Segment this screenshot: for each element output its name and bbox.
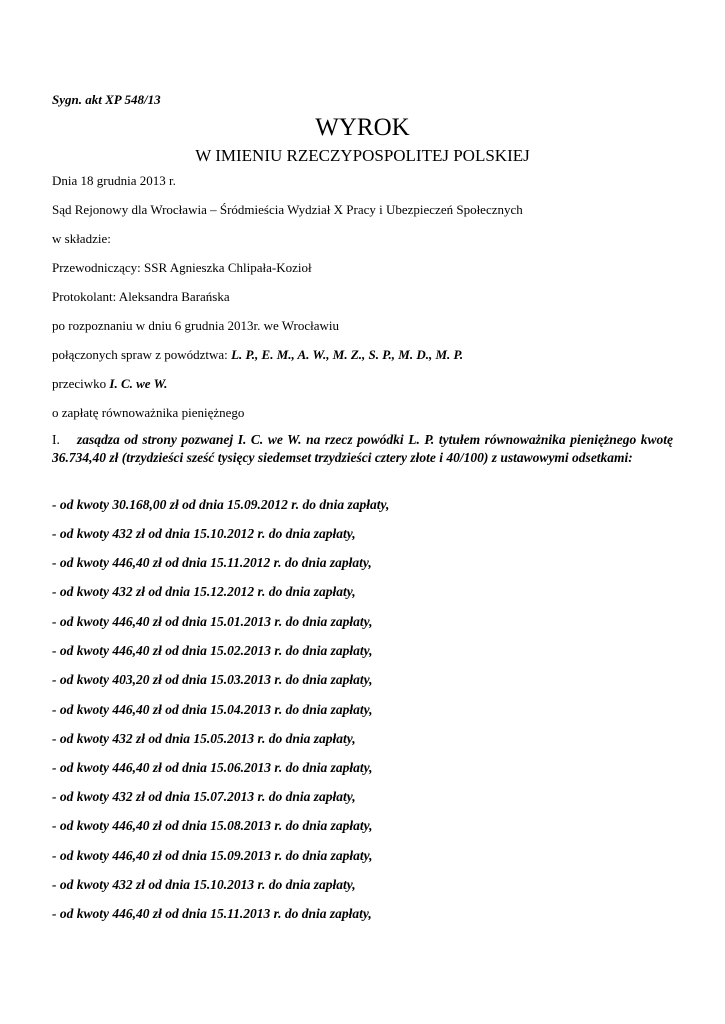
chair-line: Przewodniczący: SSR Agnieszka Chlipała-Kozioł: [52, 260, 312, 275]
judgment-title: [0, 114, 725, 142]
interest-item: - od kwoty 432 zł od dnia 15.10.2012 r. do dnia zapłaty,: [52, 526, 356, 541]
judgment-subtitle: W IMIENIU RZECZYPOSPOLITEJ POLSKIEJ: [195, 146, 530, 165]
court-line: Sąd Rejonowy dla Wrocławia – Śródmieścia Wydział X Pracy i Ubezpieczeń Społecznych: [52, 202, 523, 217]
point-number: I.: [52, 432, 60, 447]
interest-item: - od kwoty 446,40 zł od dnia 15.04.2013 r. do dnia zapłaty,: [52, 702, 373, 717]
interest-item: - od kwoty 446,40 zł od dnia 15.11.2012 r. do dnia zapłaty,: [52, 555, 372, 570]
interest-item: - od kwoty 403,20 zł od dnia 15.03.2013 r. do dnia zapłaty,: [52, 672, 373, 687]
interest-item: - od kwoty 30.168,00 zł od dnia 15.09.2012 r. do dnia zapłaty,: [52, 497, 390, 512]
against-line: [52, 376, 167, 392]
clerk-line: Protokolant: Aleksandra Barańska: [52, 289, 230, 304]
point-one-paragraph: [52, 431, 673, 467]
interest-item: - od kwoty 432 zł od dnia 15.07.2013 r. do dnia zapłaty,: [52, 789, 356, 804]
hearing-line: po rozpoznaniu w dniu 6 grudnia 2013r. we Wrocławiu: [52, 318, 339, 333]
interest-item: - od kwoty 446,40 zł od dnia 15.09.2013 r. do dnia zapłaty,: [52, 848, 373, 863]
against-prefix: przeciwko: [52, 376, 110, 391]
interest-item: - od kwoty 446,40 zł od dnia 15.11.2013 r. do dnia zapłaty,: [52, 906, 372, 921]
point-text: zasądza od strony pozwanej I. C. we W. na rzecz powódki L. P. tytułem równoważnika pieniężnego kwotę 36.734,40 zł (trzydzieści sześć tysięcy siedemset trzydzieści cztery złote i 40/100) z ustawowymi odsetkami:: [52, 432, 673, 465]
interest-item: - od kwoty 432 zł od dnia 15.05.2013 r. do dnia zapłaty,: [52, 731, 356, 746]
case-signature: Sygn. akt XP 548/13: [52, 92, 161, 107]
against-party: I. C. we W.: [109, 376, 168, 391]
judgment-title-text: WYROK: [315, 114, 410, 141]
composition-line: w składzie:: [52, 231, 111, 246]
subject-line: o zapłatę równoważnika pieniężnego: [52, 405, 245, 420]
interest-item: - od kwoty 432 zł od dnia 15.12.2012 r. do dnia zapłaty,: [52, 584, 356, 599]
interest-item: - od kwoty 446,40 zł od dnia 15.06.2013 r. do dnia zapłaty,: [52, 760, 373, 775]
interest-item: - od kwoty 446,40 zł od dnia 15.08.2013 r. do dnia zapłaty,: [52, 818, 373, 833]
date-line: Dnia 18 grudnia 2013 r.: [52, 173, 176, 188]
interest-item: - od kwoty 446,40 zł od dnia 15.01.2013 r. do dnia zapłaty,: [52, 614, 373, 629]
interest-item: - od kwoty 432 zł od dnia 15.10.2013 r. do dnia zapłaty,: [52, 877, 356, 892]
joined-parties: L. P., E. M., A. W., M. Z., S. P., M. D., M. P.: [231, 347, 464, 362]
interest-item: - od kwoty 446,40 zł od dnia 15.02.2013 r. do dnia zapłaty,: [52, 643, 373, 658]
joined-cases-prefix: połączonych spraw z powództwa:: [52, 347, 232, 362]
joined-cases-line: [52, 347, 463, 363]
